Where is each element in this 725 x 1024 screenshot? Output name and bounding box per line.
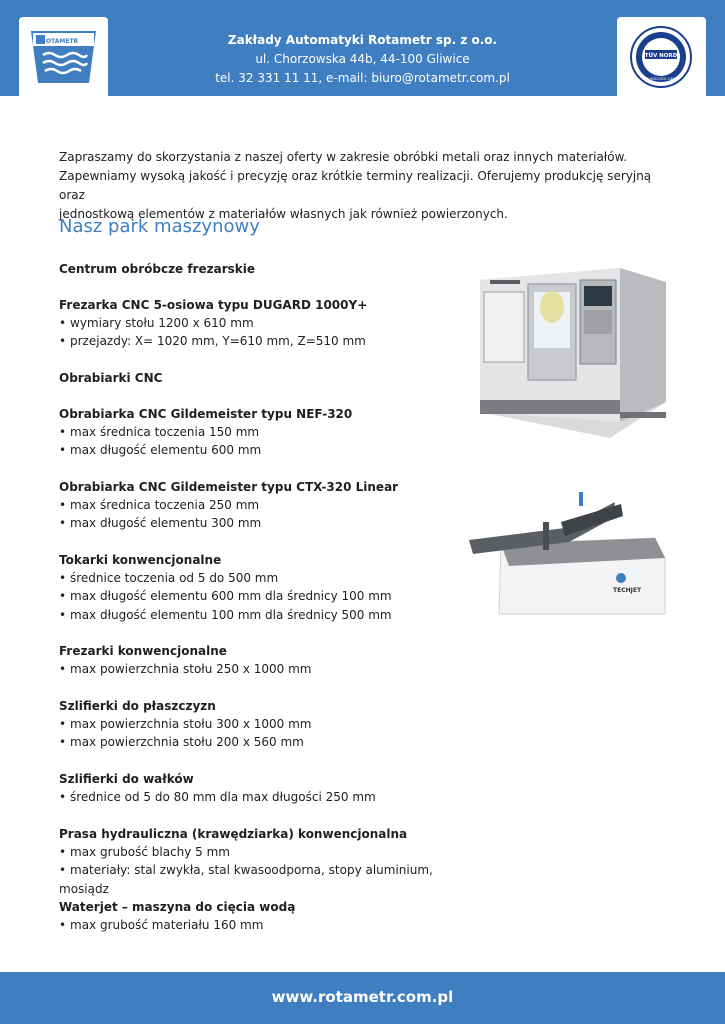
machine-block [59, 697, 479, 752]
machine-spec [59, 843, 479, 861]
machine-spec [59, 423, 479, 441]
footer-bar [0, 972, 725, 1024]
intro-line: jednostkową elementów z materiałów własnych jak również powierzonych. [59, 207, 508, 221]
machine-spec-text: max powierzchnia stołu 300 x 1000 mm [70, 717, 312, 731]
machine-spec [59, 441, 479, 459]
machine-spec-text: przejazdy: X= 1020 mm, Y=610 mm, Z=510 mm [70, 334, 366, 349]
waterjet-photo [465, 488, 670, 618]
machine-heading: Prasa hydrauliczna (krawędziarka) konwencjonalna [59, 827, 408, 841]
waterjet-brand: TECHJET [613, 587, 642, 594]
machine-block [59, 551, 479, 624]
company-name: Zakłady Automatyki Rotametr sp. z o.o. [227, 33, 498, 47]
machine-spec-text: materiały: stal zwykła, stal kwasoodporna, stopy aluminium, mosiądz [59, 863, 433, 896]
machine-block [59, 825, 479, 898]
machine-spec-text: max średnica toczenia 250 mm [70, 498, 260, 512]
cert-lettering: TÜV NORD [644, 53, 678, 59]
intro-paragraph [59, 148, 659, 224]
machine-spec [59, 496, 479, 514]
machine-block [59, 898, 479, 934]
machine-block [59, 770, 479, 806]
machine-block [59, 405, 479, 460]
machine-spec-text: max długość elementu 100 mm dla średnicy 500 mm [70, 607, 392, 622]
machine-spec [59, 314, 479, 332]
machine-block [59, 642, 479, 678]
company-address: ul. Chorzowska 44b, 44-100 Gliwice [255, 52, 470, 66]
machine-heading: Frezarka CNC 5-osiowa typu DUGARD 1000Y+ [59, 298, 368, 312]
header-bar [0, 0, 725, 96]
machine-spec-text: max średnica toczenia 150 mm [70, 425, 260, 439]
machine-spec-text: max długość elementu 600 mm dla średnicy 100 mm [70, 589, 392, 604]
certification-badge [617, 17, 706, 96]
footer-url[interactable]: www.rotametr.com.pl [271, 988, 454, 1006]
machine-spec [59, 916, 479, 934]
machine-heading: Waterjet – maszyna do cięcia wodą [59, 900, 296, 914]
machine-spec [59, 715, 479, 733]
machine-heading: Szlifierki do wałków [59, 772, 194, 786]
machine-heading: Centrum obróbcze frezarskie [59, 262, 256, 276]
machine-heading: Szlifierki do płaszczyzn [59, 699, 216, 713]
machine-spec-text: wymiary stołu 1200 x 610 mm [70, 316, 254, 330]
machine-spec-text: max powierzchnia stołu 250 x 1000 mm [70, 662, 312, 676]
machine-heading: Frezarki konwencjonalne [59, 644, 227, 658]
machine-spec [59, 332, 479, 350]
machine-block [59, 478, 479, 533]
machine-spec-text: średnice od 5 do 80 mm dla max długości 250 mm [70, 790, 376, 804]
machine-spec [59, 569, 479, 587]
intro-line: Zapraszamy do skorzystania z naszej oferty w zakresie obróbki metali oraz innych materiałów. [59, 150, 628, 164]
machine-spec-text: max długość elementu 300 mm [70, 516, 262, 531]
machine-spec [59, 733, 479, 751]
machine-spec [59, 788, 479, 806]
machine-spec [59, 861, 479, 898]
machine-spec [59, 606, 479, 624]
company-logo [19, 17, 108, 96]
machine-spec [59, 514, 479, 532]
machine-heading: Obrabiarka CNC Gildemeister typu NEF-320 [59, 407, 353, 421]
company-contact: tel. 32 331 11 11, e-mail: biuro@rotametr.com.pl [215, 71, 510, 85]
machine-heading: Obrabiarka CNC Gildemeister typu CTX-320 Linear [59, 480, 399, 494]
machine-spec-text: max grubość materiału 160 mm [70, 918, 264, 932]
logo-lettering: OTAMETR [46, 38, 79, 45]
machine-heading: Tokarki konwencjonalne [59, 553, 222, 567]
machine-block [59, 260, 479, 278]
machine-block [59, 296, 479, 351]
company-info [150, 31, 575, 88]
machine-spec [59, 587, 479, 605]
machine-heading: Obrabiarki CNC [59, 371, 163, 385]
machine-spec-text: max grubość blachy 5 mm [70, 845, 230, 859]
section-title: Nasz park maszynowy [59, 216, 260, 237]
machine-spec [59, 660, 479, 678]
intro-line: Zapewniamy wysoką jakość i precyzję oraz krótkie terminy realizacji. Oferujemy produkcję seryjną oraz [59, 169, 652, 202]
svg-text:ISO 9001/ISO 14001: ISO 9001/ISO 14001 [642, 77, 680, 81]
machine-spec-text: max długość elementu 600 mm [70, 443, 262, 458]
machine-spec-text: max powierzchnia stołu 200 x 560 mm [70, 735, 304, 750]
machining-center-photo [470, 262, 670, 447]
machine-spec-text: średnice toczenia od 5 do 500 mm [70, 571, 279, 585]
machine-block [59, 369, 479, 387]
